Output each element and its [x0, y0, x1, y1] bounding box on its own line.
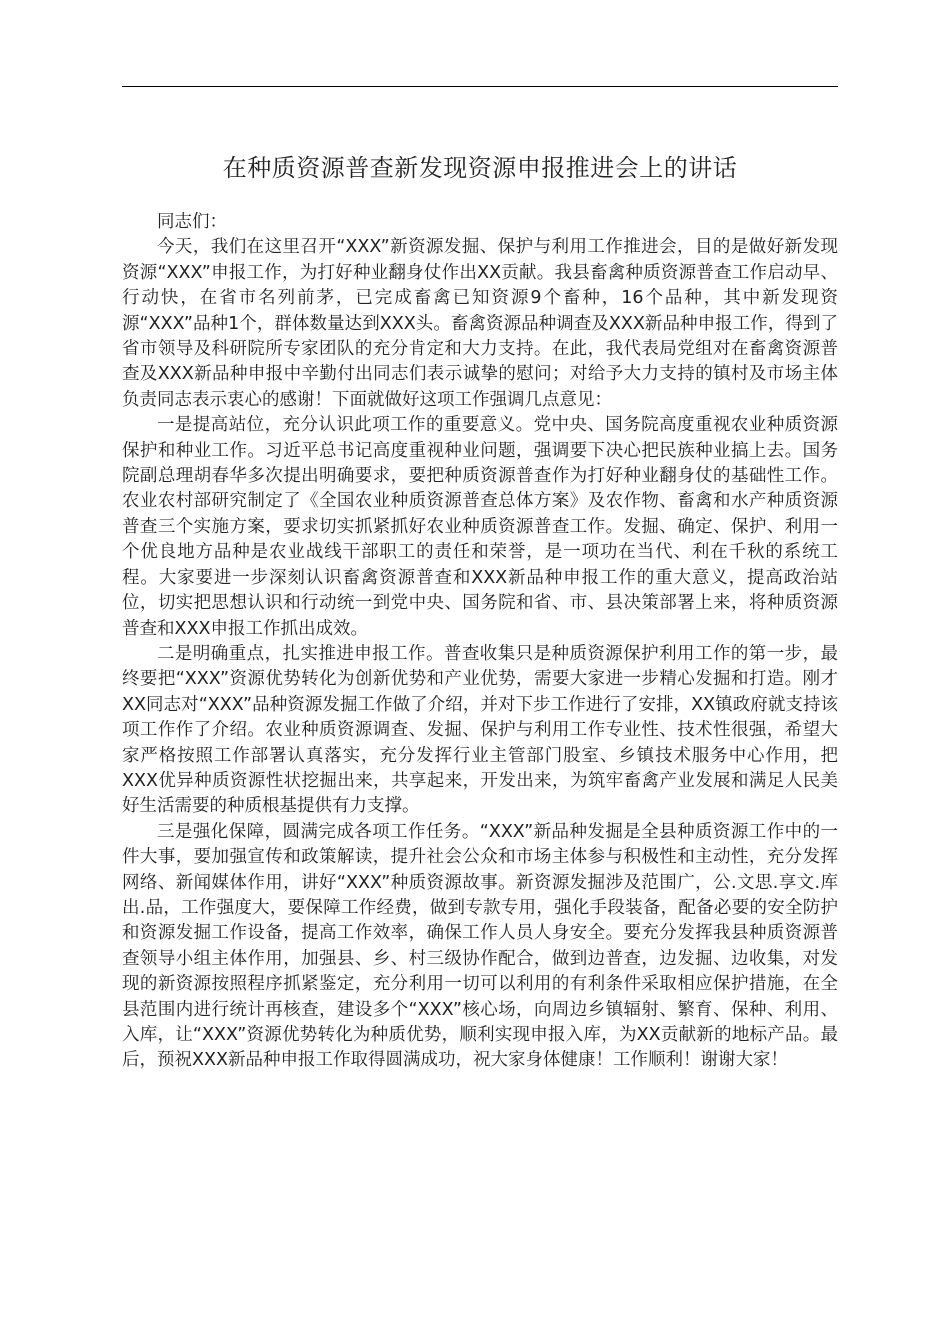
salutation: 同志们： [157, 212, 227, 232]
document-body [122, 210, 838, 1074]
paragraph-point-one: 一是提高站位，充分认识此项工作的重要意义。党中央、国务院高度重视农业种质资源保护和种业工作。习近平总书记高度重视种业问题，强调要下决心把民族种业搞上去。国务院副总理胡春华多次提出明确要求，要把种质资源普查作为打好种业翻身仗的基础性工作。农业农村部研究制定了《全国农业种质资源普查总体方案》及农作物、畜禽和水产种质资源普查三个实施方案，要求切实抓紧抓好农业种质资源普查工作。发掘、确定、保护、利用一个优良地方品种是农业战线干部职工的责任和荣誉，是一项功在当代、利在千秋的系统工程。大家要进一步深刻认识畜禽资源普查和XXX新品种申报工作的重大意义，提高政治站位，切实把思想认识和行动统一到党中央、国务院和省、市、县决策部署上来，将种质资源普查和XXX申报工作抓出成效。 [122, 415, 838, 639]
page-title: 在种质资源普查新发现资源申报推进会上的讲话 [222, 154, 738, 182]
paragraph-point-two: 二是明确重点，扎实推进申报工作。普查收集只是种质资源保护利用工作的第一步，最终要把“XXX”资源优势转化为创新优势和产业优势，需要大家进一步精心发掘和打造。刚才XX同志对“XXX”品种资源发掘工作做了介绍，并对下步工作进行了安排，XX镇政府就支持该项工作作了介绍。农业种质资源调查、发掘、保护与利用工作专业性、技术性很强，希望大家严格按照工作部署认真落实，充分发挥行业主管部门股室、乡镇技术服务中心作用，把XXX优异种质资源性状挖掘出来，共享起来，开发出来，为筑牢畜禽产业发展和满足人民美好生活需要的种质根基提供有力支撑。 [122, 643, 838, 817]
paragraph-intro: 今天，我们在这里召开“XXX”新资源发掘、保护与利用工作推进会，目的是做好新发现资源“XXX”申报工作，为打好种业翻身仗作出XX贡献。我县畜禽种质资源普查工作启动早、行动快，在省市名列前茅，已完成畜禽已知资源9个畜种，16个品种，其中新发现资源“XXX”品种1个，群体数量达到XXX头。畜禽资源品种调查及XXX新品种申报工作，得到了省市领导及科研院所专家团队的充分肯定和大力支持。在此，我代表局党组对在畜禽资源普查及XXX新品种申报中辛勤付出同志们表示诚挚的慰问；对给予大力支持的镇村及市场主体负责同志表示衷心的感谢！下面就做好这项工作强调几点意见： [122, 237, 838, 410]
header-rule [122, 86, 838, 87]
paragraph-point-three: 三是强化保障，圆满完成各项工作任务。“XXX”新品种发掘是全县种质资源工作中的一件大事，要加强宣传和政策解读，提升社会公众和市场主体参与积极性和主动性，充分发挥网络、新闻媒体作用，讲好“XXX”种质资源故事。新资源发掘涉及范围广，公.文思.享文.库出.品，工作强度大，要保障工作经费，做到专款专用，强化手段装备，配备必要的安全防护和资源发掘工作设备，提高工作效率，确保工作人员人身安全。要充分发挥我县种质资源普查领导小组主体作用，加强县、乡、村三级协作配合，做到边普查，边发掘、边收集，对发现的新资源按照程序抓紧鉴定，充分利用一切可以利用的有利条件采取相应保护措施，在全县范围内进行统计再核查，建设多个“XXX”核心场，向周边乡镇辐射、繁育、保种、利用、入库，让“XXX”资源优势转化为种质优势，顺利实现申报入库，为XX贡献新的地标产品。最后，预祝XXX新品种申报工作取得圆满成功，祝大家身体健康！工作顺利！谢谢大家！ [122, 821, 838, 1071]
